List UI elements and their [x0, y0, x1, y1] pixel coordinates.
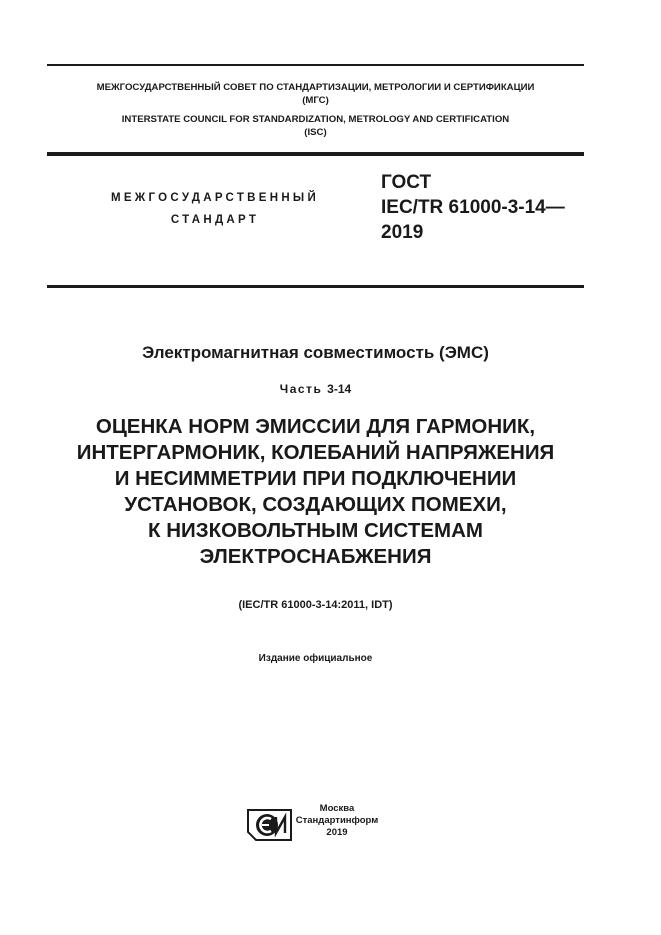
header-rule-thick: [47, 152, 584, 156]
series-title: Электромагнитная совместимость (ЭМС): [142, 343, 489, 362]
document-title: [47, 414, 584, 570]
title-line: ЭЛЕКТРОСНАБЖЕНИЯ: [199, 545, 432, 568]
standard-type-line1: МЕЖГОСУДАРСТВЕННЫЙ: [110, 192, 320, 204]
council-en-name: INTERSTATE COUNCIL FOR STANDARDIZATION, METROLOGY AND CERTIFICATION: [121, 114, 510, 125]
title-line: ИНТЕРГАРМОНИК, КОЛЕБАНИЙ НАПРЯЖЕНИЯ: [76, 441, 555, 464]
top-rule-thin: [47, 64, 584, 66]
standartinform-logo-icon: [245, 808, 293, 842]
publisher-year: 2019: [326, 827, 348, 838]
edition-note: Издание официальное: [258, 653, 373, 664]
publisher-name: Стандартинформ: [295, 815, 379, 826]
part-word: Часть: [279, 382, 323, 396]
council-ru-abbr: (МГС): [302, 95, 329, 106]
standard-type-line2: СТАНДАРТ: [170, 214, 260, 226]
title-line: ОЦЕНКА НОРМ ЭМИССИИ ДЛЯ ГАРМОНИК,: [95, 415, 536, 438]
standard-code-line2: IEC/TR 61000-3-14—: [381, 197, 565, 218]
council-en-abbr: (ISC): [304, 127, 327, 138]
identity-note: (IEC/TR 61000-3-14:2011, IDT): [238, 599, 393, 611]
title-line: К НИЗКОВОЛЬТНЫМ СИСТЕМАМ: [148, 519, 483, 542]
publisher-city: Москва: [319, 803, 355, 814]
standard-code-line1: ГОСТ: [381, 172, 432, 193]
part-label: [47, 382, 584, 396]
standard-type: [80, 187, 350, 231]
standard-code-line3: 2019: [381, 222, 424, 243]
standard-code: [381, 170, 601, 245]
code-rule-thick: [47, 285, 584, 288]
council-ru-name: МЕЖГОСУДАРСТВЕННЫЙ СОВЕТ ПО СТАНДАРТИЗАЦИИ, МЕТРОЛОГИИ И СЕРТИФИКАЦИИ: [96, 82, 535, 93]
council-header: [47, 81, 584, 139]
title-line: И НЕСИММЕТРИИ ПРИ ПОДКЛЮЧЕНИИ: [114, 467, 517, 490]
title-line: УСТАНОВОК, СОЗДАЮЩИХ ПОМЕХИ,: [124, 493, 507, 516]
part-number: 3-14: [327, 382, 352, 396]
publisher-info: [293, 803, 381, 839]
